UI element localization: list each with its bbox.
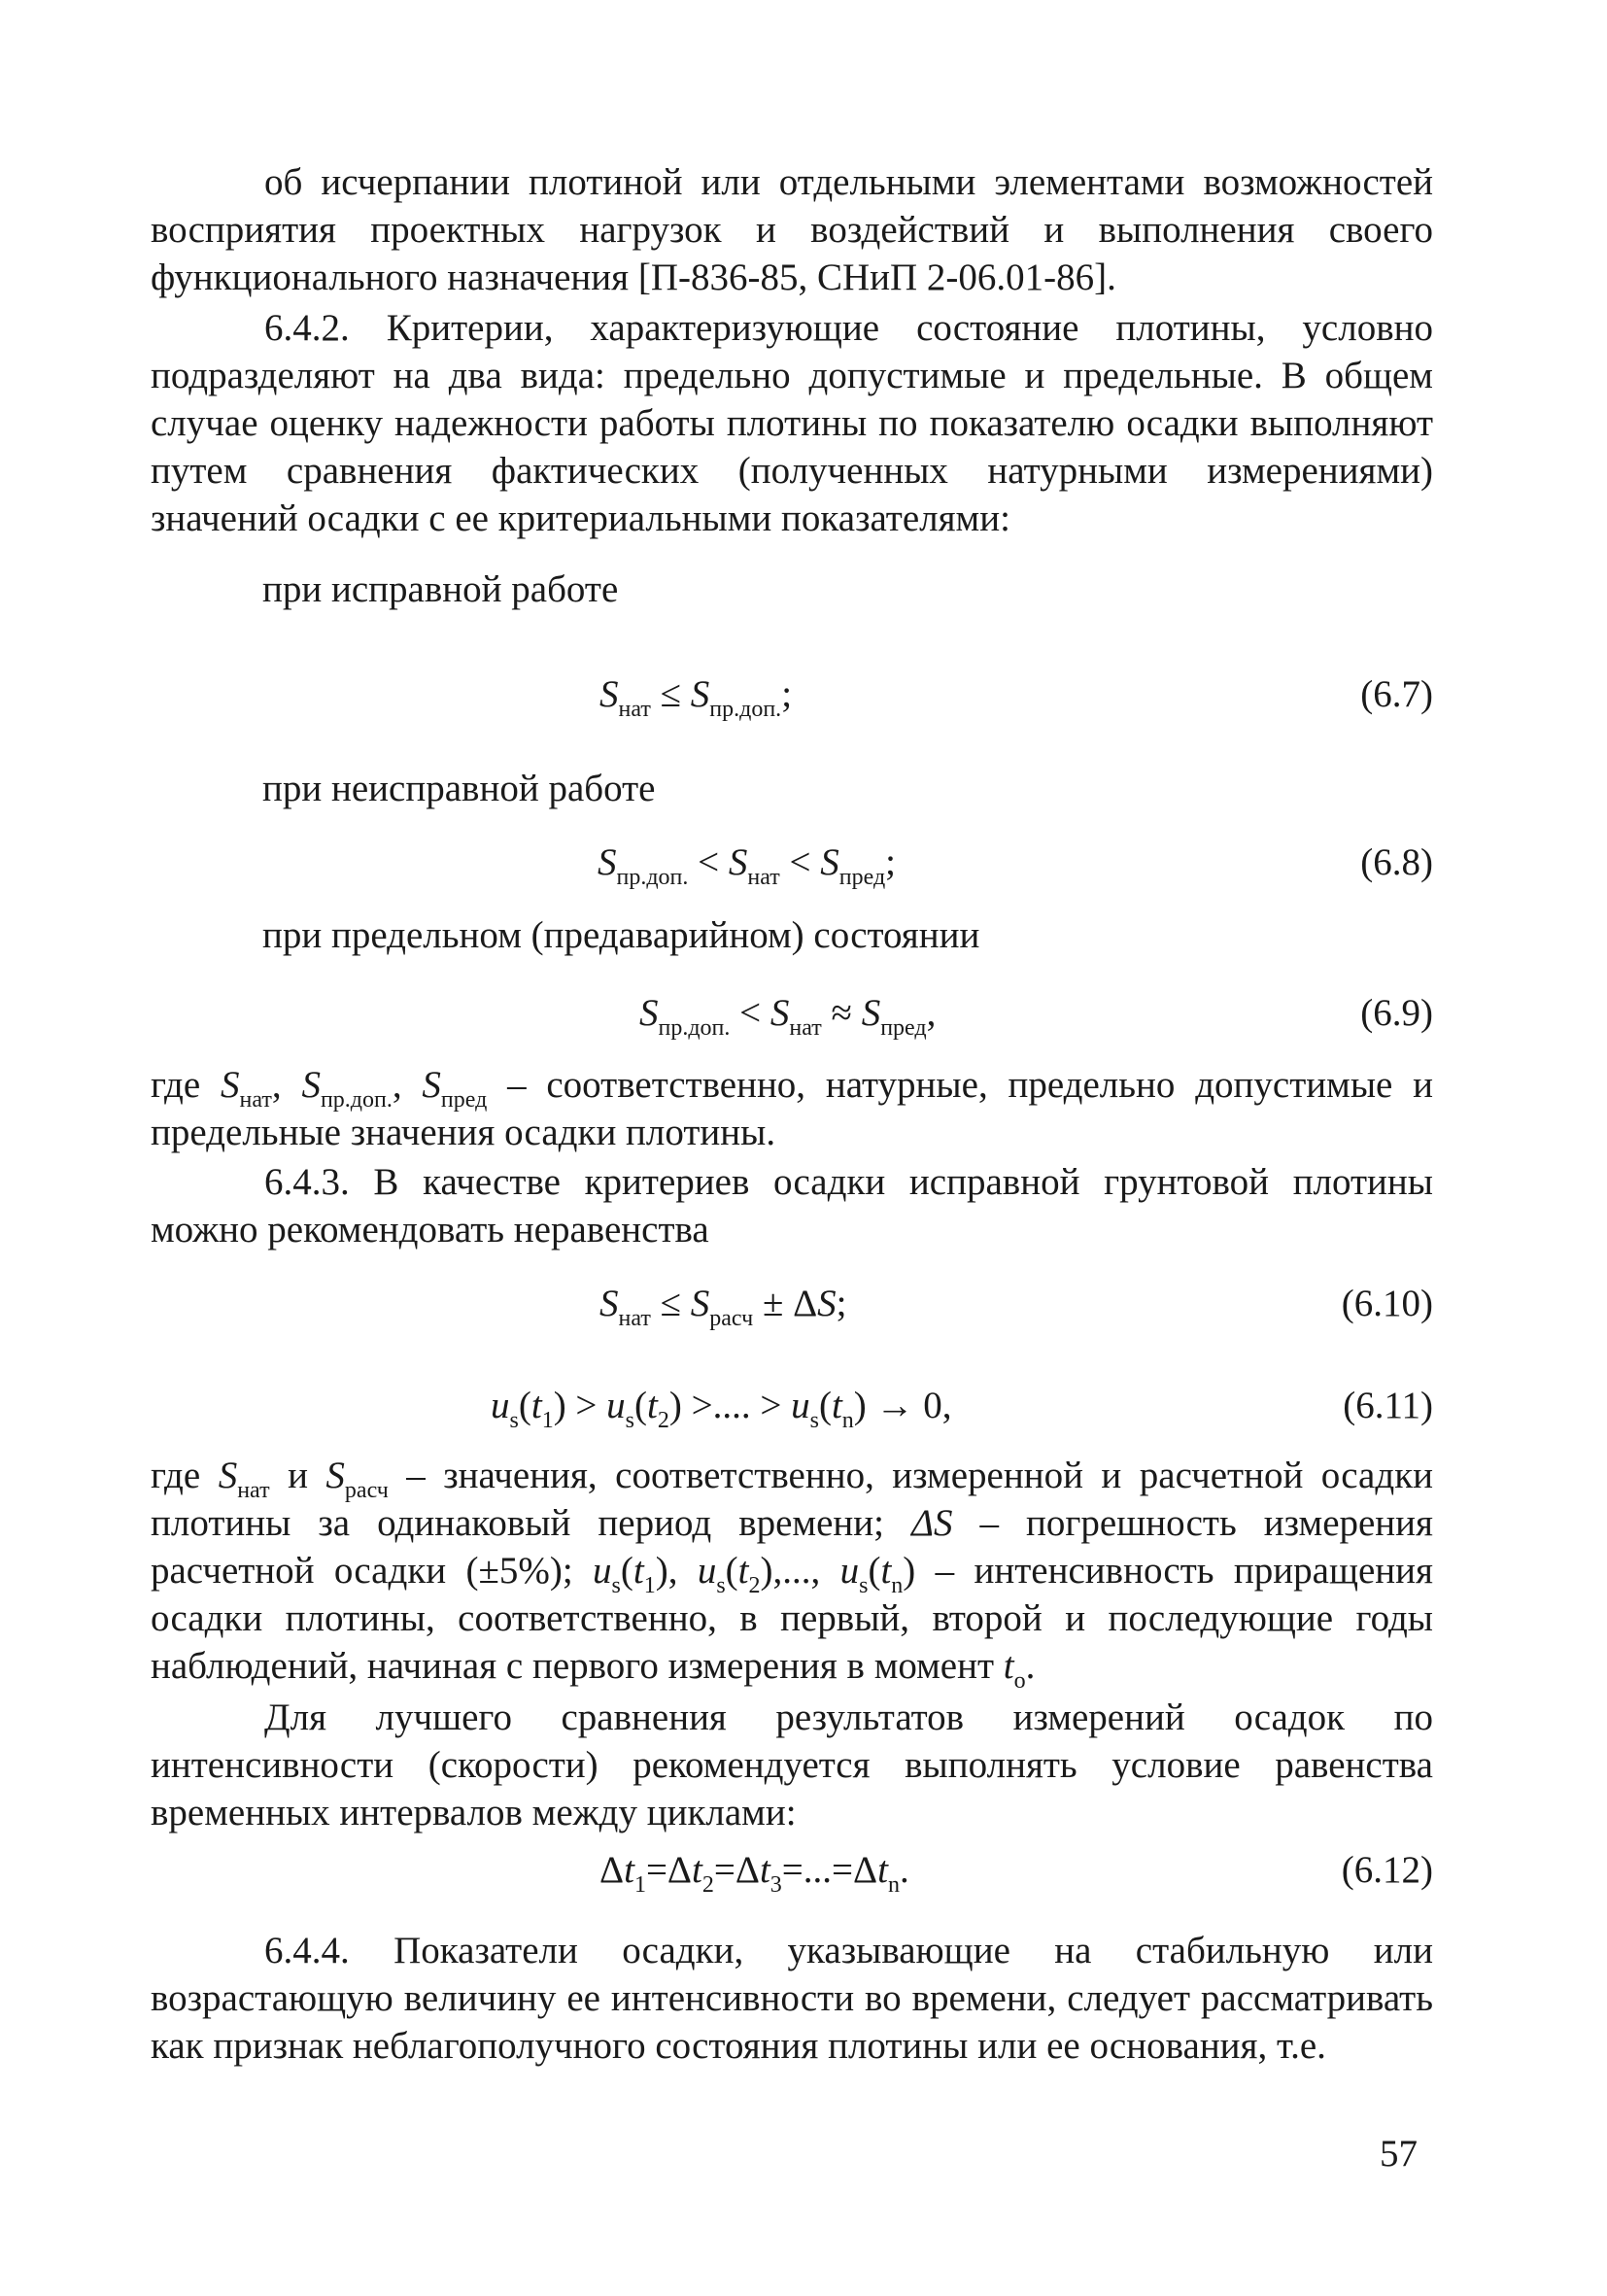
- formula-6-7: [151, 670, 1433, 725]
- formula-number: (6.12): [1341, 1849, 1433, 1891]
- formula-number: (6.11): [1343, 1385, 1433, 1426]
- case-faulty-operation: при неисправной работе: [262, 768, 656, 809]
- paragraph-text: об исчерпании плотиной или отдельными элементами возможностей восприятия проектных нагрузок и воздействий и выполнения своего функционального назначения [П-836-85, СНиП 2-06.01-86].: [151, 161, 1433, 298]
- case-normal-operation: при исправной работе: [262, 568, 619, 610]
- page-number: 57: [1380, 2133, 1418, 2175]
- paragraph-text: 6.4.4. Показатели осадки, указывающие на стабильную или возрастающую величину ее интенсивности во времени, следует рассматривать как признак неблагополучного состояния плотины или ее основания, т.е.: [151, 1930, 1433, 2067]
- formula-expression: $\Delta t_1=\Delta t_2=\Delta t_3=...=\Delta t_n$.: [599, 1849, 909, 1898]
- case-limit-state: при предельном (предаварийном) состоянии: [262, 914, 980, 956]
- formula-expression: $u_s(t_1) > u_s(t_2)$ >.... > $u_s(t_n) \to 0$,: [491, 1385, 952, 1433]
- formula-expression: $S_{пр.доп.} < S_{нат} < S_{пред}$;: [598, 841, 897, 890]
- formula-6-9: [151, 989, 1433, 1044]
- paragraph-intro: [151, 158, 1433, 301]
- definitions-6-11: [151, 1452, 1434, 1694]
- formula-number: (6.7): [1360, 673, 1433, 715]
- paragraph-6-4-4: [151, 1927, 1433, 2070]
- formula-expression: $S_{нат} \le S_{расч} \pm \Delta S$;: [599, 1283, 847, 1331]
- formula-expression: $S_{пр.доп.} < S_{нат} \approx S_{пред}$,: [639, 992, 937, 1041]
- paragraph-6-4-2: [151, 304, 1433, 542]
- paragraph-text: Для лучшего сравнения результатов измерений осадок по интенсивности (скорости) рекомендуется выполнять условие равенства временных интервалов между циклами:: [151, 1696, 1433, 1833]
- paragraph-text: 6.4.2. Критерии, характеризующие состояние плотины, условно подразделяют на два вида: предельно допустимые и предельные. В общем случае оценку надежности работы плотины по показателю осадки выполняют путем сравнения фактических (полученных натурными измерениями) значений осадки с ее критериальными показателями:: [151, 307, 1433, 539]
- formula-6-8: [151, 839, 1433, 893]
- definitions-6-9: [151, 1061, 1433, 1156]
- paragraph-text: где $S_{нат}$ и $S_{расч}$ – значения, соответственно, измеренной и расчетной осадки плотины за одинаковый период времени; ΔS – погрешность измерения расчетной осадки (±5%); $u_s(t_1)$, $u_s(t_2)$,..., $u_s(t_n)$ – интенсивность приращения осадки плотины, соответственно, в первый, второй и последующие годы наблюдений, начиная с первого измерения в момент $t_о$.: [151, 1455, 1434, 1694]
- formula-6-12: [151, 1846, 1433, 1901]
- formula-expression: $S_{нат} \le S_{пр.доп.}$;: [599, 673, 793, 722]
- paragraph-text: 6.4.3. В качестве критериев осадки исправной грунтовой плотины можно рекомендовать неравенства: [151, 1161, 1433, 1251]
- formula-6-11: [151, 1382, 1433, 1436]
- paragraph-interval-condition: [151, 1694, 1433, 1836]
- formula-number: (6.9): [1360, 992, 1433, 1034]
- formula-number: (6.10): [1341, 1283, 1433, 1324]
- paragraph-text: где $S_{нат}$, $S_{пр.доп.}$, $S_{пред}$ – соответственно, натурные, предельно допустимые и предельные значения осадки плотины.: [151, 1064, 1434, 1153]
- paragraph-6-4-3: [151, 1158, 1433, 1253]
- formula-6-10: [151, 1280, 1433, 1334]
- formula-number: (6.8): [1360, 841, 1433, 883]
